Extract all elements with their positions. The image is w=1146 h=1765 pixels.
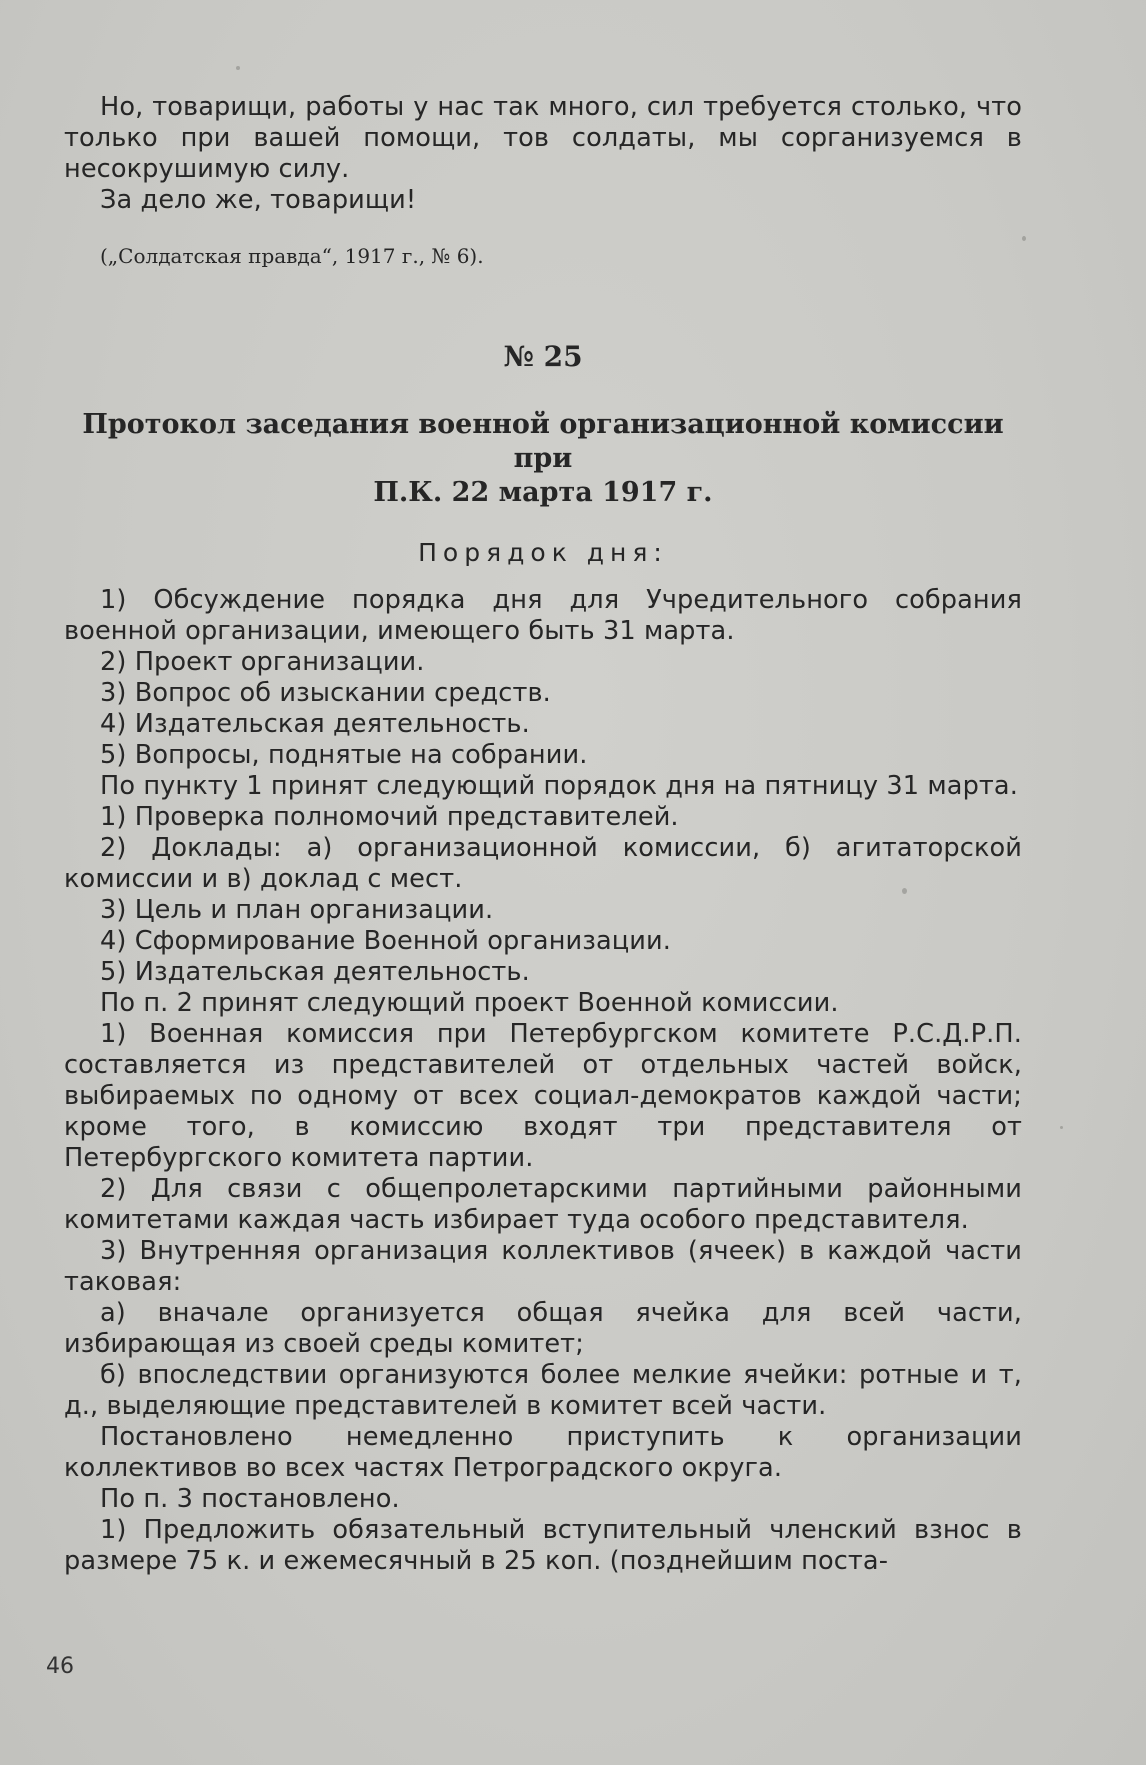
document-title-line: П.К. 22 марта 1917 г.	[373, 477, 713, 508]
document-title-line: Протокол заседания военной организационной комиссии при	[82, 409, 1004, 474]
body-paragraph: а) вначале организуется общая ячейка для всей части, избирающая из своей среды комитет;	[64, 1298, 1022, 1359]
body-paragraph: 4) Сформирование Военной организации.	[100, 926, 671, 956]
paper-speck	[1022, 236, 1026, 241]
agenda-heading: Порядок дня:	[418, 538, 668, 567]
body-paragraph: По п. 3 постановлено.	[100, 1484, 400, 1514]
document-body	[64, 585, 1022, 1577]
body-paragraph: 2) Проект организации.	[100, 647, 425, 677]
intro-paragraph: Но, товарищи, работы у нас так много, сил требуется столько, что только при вашей помощи, тов солдаты, мы сорганизуемся в несокрушимую силу.	[64, 92, 1022, 184]
body-paragraph: б) впоследствии организуются более мелкие ячейки: ротные и т, д., выделяющие представителей в комитет всей части.	[64, 1360, 1022, 1421]
body-paragraph: 1) Военная комиссия при Петербургском комитете Р.С.Д.Р.П. составляется из представителей от отдельных частей войск, выбираемых по одному от всех социал-демократов каждой части; кроме того, в комиссию входят три представителя от Петербургского комитета партии.	[64, 1019, 1022, 1173]
body-paragraph: По п. 2 принят следующий проект Военной комиссии.	[100, 988, 839, 1018]
document-number: № 25	[503, 340, 583, 373]
intro-paragraph: За дело же, товарищи!	[100, 185, 417, 215]
body-paragraph: 1) Предложить обязательный вступительный членский взнос в размере 75 к. и ежемесячный в 25 коп. (позднейшим поста-	[64, 1515, 1022, 1576]
body-paragraph: 4) Издательская деятельность.	[100, 709, 530, 739]
body-paragraph: 2) Доклады: а) организационной комиссии, б) агитаторской комиссии и в) доклад с мест.	[64, 833, 1022, 894]
body-paragraph: 3) Внутренняя организация коллективов (ячеек) в каждой части таковая:	[64, 1236, 1022, 1297]
text-column	[64, 92, 1022, 1577]
body-paragraph: 5) Вопросы, поднятые на собрании.	[100, 740, 588, 770]
body-paragraph: 2) Для связи с общепролетарскими партийными районными комитетами каждая часть избирает туда особого представителя.	[64, 1174, 1022, 1235]
document-title	[64, 408, 1022, 510]
page-number: 46	[46, 1654, 74, 1679]
paper-speck	[1060, 1126, 1063, 1129]
paper-speck	[902, 888, 907, 894]
intro-section	[64, 92, 1022, 216]
body-paragraph: 3) Цель и план организации.	[100, 895, 494, 925]
body-paragraph: 5) Издательская деятельность.	[100, 957, 530, 987]
body-paragraph: Постановлено немедленно приступить к организации коллективов во всех частях Петроградского округа.	[64, 1422, 1022, 1483]
paper-speck	[236, 66, 240, 70]
body-paragraph: 1) Проверка полномочий представителей.	[100, 802, 679, 832]
body-paragraph: 3) Вопрос об изыскании средств.	[100, 678, 551, 708]
citation: („Солдатская правда“, 1917 г., № 6).	[100, 244, 484, 268]
body-paragraph: 1) Обсуждение порядка дня для Учредительного собрания военной организации, имеющего быть 31 марта.	[64, 585, 1022, 646]
body-paragraph: По пункту 1 принят следующий порядок дня на пятницу 31 марта.	[100, 771, 1018, 801]
